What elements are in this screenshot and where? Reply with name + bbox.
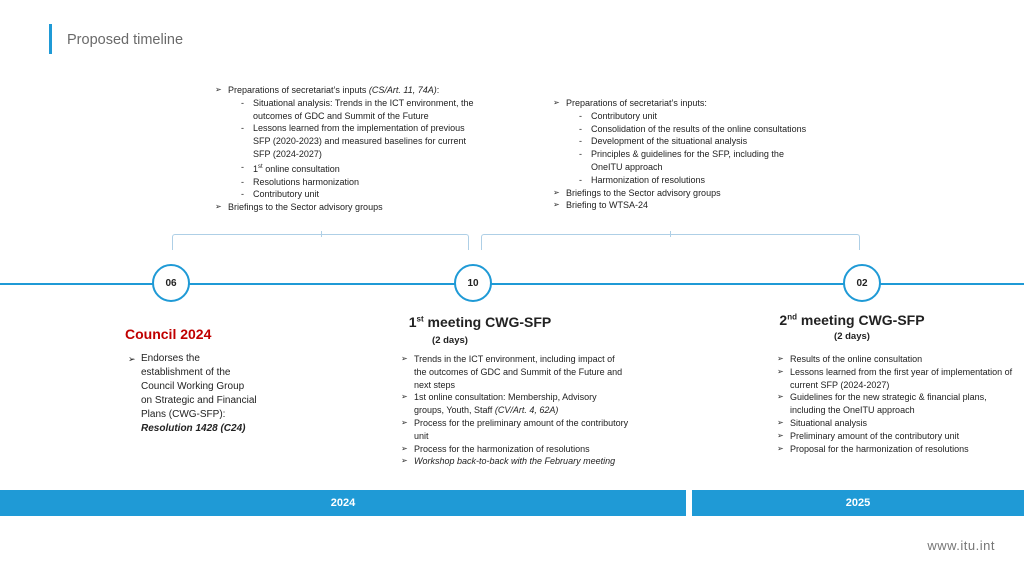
meeting2-bullets	[777, 353, 1015, 455]
prep-left-block	[215, 84, 480, 214]
meeting1-item: ➢ Workshop back-to-back with the February meeting	[401, 455, 629, 468]
meeting2-title: 2nd meeting CWG-SFP	[779, 312, 925, 328]
prep-right-heading: ➢ Preparations of secretariat’s inputs:	[553, 97, 808, 110]
prep-right-item: - Development of the situational analysis	[579, 135, 808, 148]
page-title: Proposed timeline	[67, 32, 184, 48]
council-bullets	[128, 352, 258, 436]
prep-left-item: - Contributory unit	[241, 188, 480, 201]
title-accent-bar	[49, 24, 52, 54]
meeting2-item: ➢ Results of the online consultation	[777, 353, 1015, 366]
meeting2-duration: (2 days)	[834, 331, 870, 342]
bracket-right	[481, 234, 860, 250]
meeting1-item: ➢ Process for the harmonization of resolutions	[401, 443, 629, 456]
timeline-node-02: 02	[843, 264, 881, 302]
bracket-tick	[670, 231, 671, 237]
meeting1-title: 1st meeting CWG-SFP	[408, 314, 552, 330]
meeting2-item: ➢ Lessons learned from the first year of implementation of current SFP (2024-2027)	[777, 366, 1015, 392]
meeting2-item: ➢ Proposal for the harmonization of resolutions	[777, 443, 1015, 456]
meeting1-bullets	[401, 353, 629, 468]
prep-right-item: - Principles & guidelines for the SFP, including the OneITU approach	[579, 148, 808, 174]
meeting1-item: ➢ 1st online consultation: Membership, Advisory groups, Youth, Staff (CV/Art. 4, 62A)	[401, 391, 629, 417]
prep-left-item: - 1st online consultation	[241, 161, 480, 176]
meeting2-item: ➢ Situational analysis	[777, 417, 1015, 430]
prep-right-briefing: ➢ Briefings to the Sector advisory groups	[553, 187, 808, 200]
prep-right-briefing: ➢ Briefing to WTSA-24	[553, 199, 808, 212]
council-item: ➢ Endorses the establishment of the Council Working Group on Strategic and Financial Plans (CWG-SFP): Resolution 1428 (C24)	[128, 352, 258, 436]
council-title: Council 2024	[125, 326, 212, 342]
meeting1-item: ➢ Trends in the ICT environment, including impact of the outcomes of GDC and Summit of the Future and next steps	[401, 353, 629, 391]
bracket-left	[172, 234, 469, 250]
meeting1-item: ➢ Process for the preliminary amount of the contributory unit	[401, 417, 629, 443]
bracket-tick	[321, 231, 322, 237]
prep-left-item: - Resolutions harmonization	[241, 176, 480, 189]
timeline-node-06: 06	[152, 264, 190, 302]
prep-right-item: - Contributory unit	[579, 110, 808, 123]
timeline-node-10: 10	[454, 264, 492, 302]
prep-right-item: - Harmonization of resolutions	[579, 174, 808, 187]
meeting2-item: ➢ Preliminary amount of the contributory unit	[777, 430, 1015, 443]
prep-left-item: - Situational analysis: Trends in the ICT environment, the outcomes of GDC and Summit of the Future	[241, 97, 480, 123]
footer-url: www.itu.int	[927, 538, 995, 553]
year-bar-2024: 2024	[0, 490, 686, 516]
prep-left-item: - Lessons learned from the implementation of previous SFP (2020-2023) and measured baselines for current SFP (2024-2027)	[241, 122, 480, 160]
year-bar-2025: 2025	[692, 490, 1024, 516]
prep-right-block	[553, 97, 808, 212]
prep-left-heading: ➢ Preparations of secretariat’s inputs (CS/Art. 11, 74A):	[215, 84, 480, 97]
prep-right-item: - Consolidation of the results of the online consultations	[579, 123, 808, 136]
meeting1-duration: (2 days)	[432, 335, 468, 346]
prep-left-briefing: ➢ Briefings to the Sector advisory groups	[215, 201, 480, 214]
meeting2-item: ➢ Guidelines for the new strategic & financial plans, including the OneITU approach	[777, 391, 1015, 417]
